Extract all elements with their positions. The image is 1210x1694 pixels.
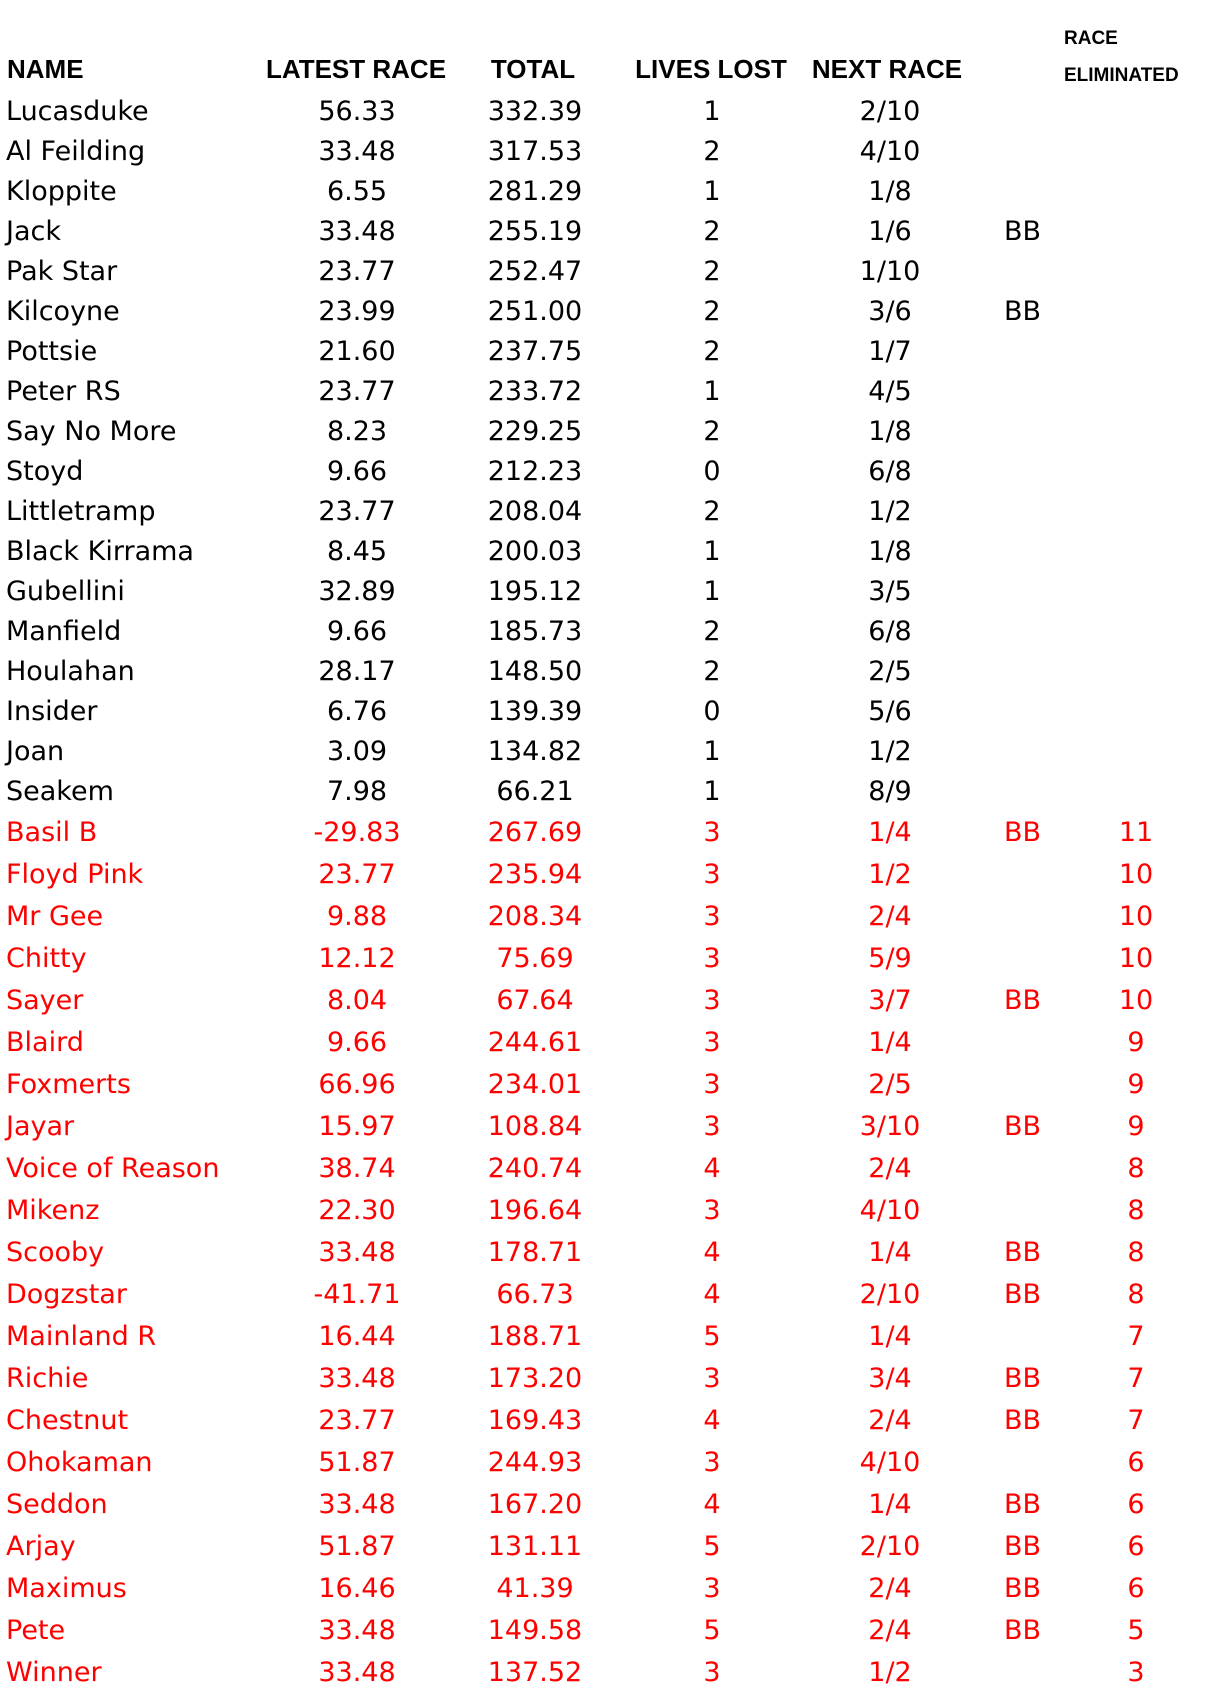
header-race-eliminated: [1064, 20, 1179, 94]
cell-race-eliminated: 10: [1118, 859, 1154, 890]
cell-lives-lost: 4: [703, 1489, 721, 1520]
table-row: [0, 1148, 1210, 1190]
cell-name: Insider: [6, 696, 98, 727]
cell-name: Seakem: [6, 776, 114, 807]
cell-latest-race: 8.04: [326, 985, 388, 1016]
cell-latest-race: 66.96: [318, 1069, 396, 1100]
cell-race-eliminated: 9: [1127, 1027, 1145, 1058]
cell-bb: BB: [1004, 817, 1042, 848]
cell-lives-lost: 4: [703, 1405, 721, 1436]
cell-total: 134.82: [487, 736, 583, 767]
cell-lives-lost: 4: [703, 1153, 721, 1184]
cell-next-race: 5/9: [868, 943, 912, 974]
cell-next-race: 4/10: [859, 1447, 921, 1478]
cell-total: 317.53: [487, 136, 583, 167]
cell-latest-race: 7.98: [326, 776, 388, 807]
cell-next-race: 2/4: [868, 901, 912, 932]
cell-bb: BB: [1004, 1279, 1042, 1310]
cell-lives-lost: 2: [703, 416, 721, 447]
table-row: [0, 980, 1210, 1022]
cell-next-race: 1/7: [868, 336, 912, 367]
cell-race-eliminated: 9: [1127, 1111, 1145, 1142]
cell-total: 252.47: [487, 256, 583, 287]
cell-lives-lost: 3: [703, 1363, 721, 1394]
table-row: [0, 1022, 1210, 1064]
cell-latest-race: 3.09: [326, 736, 388, 767]
cell-total: 212.23: [487, 456, 583, 487]
cell-bb: BB: [1004, 216, 1042, 247]
cell-total: 332.39: [487, 96, 583, 127]
table-row: [0, 1442, 1210, 1484]
cell-next-race: 4/5: [868, 376, 912, 407]
cell-latest-race: 33.48: [318, 1615, 396, 1646]
cell-lives-lost: 2: [703, 496, 721, 527]
cell-name: Maximus: [6, 1573, 127, 1604]
cell-next-race: 4/10: [859, 136, 921, 167]
cell-name: Mr Gee: [6, 901, 104, 932]
standings-table: [0, 92, 1210, 1694]
table-row: [0, 412, 1210, 452]
cell-race-eliminated: 6: [1127, 1489, 1145, 1520]
cell-next-race: 5/6: [868, 696, 912, 727]
cell-name: Gubellini: [6, 576, 125, 607]
cell-lives-lost: 1: [703, 376, 721, 407]
cell-name: Chitty: [6, 943, 87, 974]
cell-total: 75.69: [496, 943, 574, 974]
cell-race-eliminated: 6: [1127, 1531, 1145, 1562]
cell-latest-race: 56.33: [318, 96, 396, 127]
cell-race-eliminated: 8: [1127, 1195, 1145, 1226]
cell-next-race: 3/10: [859, 1111, 921, 1142]
table-row: [0, 1484, 1210, 1526]
cell-total: 148.50: [487, 656, 583, 687]
cell-latest-race: 16.46: [318, 1573, 396, 1604]
table-row: [0, 452, 1210, 492]
cell-latest-race: 28.17: [318, 656, 396, 687]
cell-total: 173.20: [487, 1363, 583, 1394]
cell-bb: BB: [1004, 1573, 1042, 1604]
table-row: [0, 1568, 1210, 1610]
cell-race-eliminated: 6: [1127, 1573, 1145, 1604]
cell-next-race: 4/10: [859, 1195, 921, 1226]
cell-name: Pottsie: [6, 336, 98, 367]
table-row: [0, 1316, 1210, 1358]
cell-latest-race: 51.87: [318, 1531, 396, 1562]
cell-latest-race: 33.48: [318, 136, 396, 167]
cell-lives-lost: 2: [703, 216, 721, 247]
cell-total: 233.72: [487, 376, 583, 407]
cell-race-eliminated: 7: [1127, 1405, 1145, 1436]
cell-total: 41.39: [496, 1573, 574, 1604]
table-row: [0, 372, 1210, 412]
cell-total: 244.61: [487, 1027, 583, 1058]
cell-latest-race: 9.66: [326, 456, 388, 487]
cell-name: Chestnut: [6, 1405, 129, 1436]
cell-latest-race: 21.60: [318, 336, 396, 367]
cell-lives-lost: 5: [703, 1321, 721, 1352]
cell-name: Scooby: [6, 1237, 105, 1268]
cell-total: 66.21: [496, 776, 574, 807]
cell-lives-lost: 2: [703, 336, 721, 367]
cell-total: 234.01: [487, 1069, 583, 1100]
cell-lives-lost: 3: [703, 859, 721, 890]
cell-lives-lost: 3: [703, 817, 721, 848]
cell-total: 137.52: [487, 1657, 583, 1688]
cell-race-eliminated: 7: [1127, 1321, 1145, 1352]
cell-total: 139.39: [487, 696, 583, 727]
cell-race-eliminated: 3: [1127, 1657, 1145, 1688]
cell-lives-lost: 3: [703, 1573, 721, 1604]
cell-latest-race: 51.87: [318, 1447, 396, 1478]
cell-total: 200.03: [487, 536, 583, 567]
table-row: [0, 1106, 1210, 1148]
cell-name: Kilcoyne: [6, 296, 120, 327]
cell-latest-race: 6.76: [326, 696, 388, 727]
cell-race-eliminated: 11: [1118, 817, 1154, 848]
cell-lives-lost: 4: [703, 1237, 721, 1268]
cell-latest-race: 9.88: [326, 901, 388, 932]
cell-lives-lost: 4: [703, 1279, 721, 1310]
cell-name: Blaird: [6, 1027, 84, 1058]
cell-total: 178.71: [487, 1237, 583, 1268]
cell-total: 149.58: [487, 1615, 583, 1646]
cell-total: 255.19: [487, 216, 583, 247]
cell-name: Jayar: [6, 1111, 75, 1142]
cell-total: 169.43: [487, 1405, 583, 1436]
cell-lives-lost: 3: [703, 1069, 721, 1100]
cell-latest-race: 23.77: [318, 376, 396, 407]
table-row: [0, 612, 1210, 652]
cell-latest-race: 23.77: [318, 256, 396, 287]
cell-bb: BB: [1004, 296, 1042, 327]
cell-total: 208.34: [487, 901, 583, 932]
header-latest-race: LATEST RACE: [265, 54, 447, 84]
cell-next-race: 2/5: [868, 1069, 912, 1100]
cell-total: 251.00: [487, 296, 583, 327]
cell-lives-lost: 1: [703, 576, 721, 607]
cell-latest-race: 12.12: [318, 943, 396, 974]
cell-lives-lost: 2: [703, 616, 721, 647]
header-race-eliminated-line1: RACE: [1064, 28, 1118, 49]
cell-name: Al Feilding: [6, 136, 146, 167]
cell-next-race: 1/4: [868, 1321, 912, 1352]
cell-next-race: 1/4: [868, 1489, 912, 1520]
table-row: [0, 252, 1210, 292]
cell-name: Pete: [6, 1615, 66, 1646]
cell-name: Kloppite: [6, 176, 117, 207]
table-row: [0, 1358, 1210, 1400]
cell-name: Dogzstar: [6, 1279, 127, 1310]
cell-total: 67.64: [496, 985, 574, 1016]
table-row: [0, 132, 1210, 172]
cell-latest-race: 8.23: [326, 416, 388, 447]
cell-name: Say No More: [6, 416, 177, 447]
table-row: [0, 732, 1210, 772]
cell-total: 229.25: [487, 416, 583, 447]
table-row: [0, 1652, 1210, 1694]
table-row: [0, 492, 1210, 532]
cell-bb: BB: [1004, 1531, 1042, 1562]
cell-latest-race: 9.66: [326, 616, 388, 647]
cell-latest-race: 33.48: [318, 1489, 396, 1520]
cell-name: Stoyd: [6, 456, 84, 487]
cell-next-race: 2/5: [868, 656, 912, 687]
cell-latest-race: 23.77: [318, 859, 396, 890]
cell-next-race: 2/10: [859, 96, 921, 127]
cell-name: Peter RS: [6, 376, 121, 407]
table-row: [0, 172, 1210, 212]
cell-lives-lost: 3: [703, 1111, 721, 1142]
cell-total: 237.75: [487, 336, 583, 367]
table-row: [0, 692, 1210, 732]
cell-race-eliminated: 8: [1127, 1279, 1145, 1310]
cell-total: 66.73: [496, 1279, 574, 1310]
cell-next-race: 6/8: [868, 616, 912, 647]
cell-total: 235.94: [487, 859, 583, 890]
cell-next-race: 1/2: [868, 1657, 912, 1688]
cell-name: Lucasduke: [6, 96, 149, 127]
cell-total: 195.12: [487, 576, 583, 607]
cell-name: Seddon: [6, 1489, 108, 1520]
cell-name: Voice of Reason: [6, 1153, 220, 1184]
cell-lives-lost: 2: [703, 136, 721, 167]
cell-lives-lost: 3: [703, 1195, 721, 1226]
cell-next-race: 1/2: [868, 736, 912, 767]
cell-lives-lost: 3: [703, 1657, 721, 1688]
table-row: [0, 1526, 1210, 1568]
cell-next-race: 8/9: [868, 776, 912, 807]
cell-total: 208.04: [487, 496, 583, 527]
cell-bb: BB: [1004, 1363, 1042, 1394]
cell-lives-lost: 3: [703, 1027, 721, 1058]
cell-lives-lost: 1: [703, 776, 721, 807]
cell-bb: BB: [1004, 1489, 1042, 1520]
table-row: [0, 1064, 1210, 1106]
cell-total: 131.11: [487, 1531, 583, 1562]
table-row: [0, 812, 1210, 854]
cell-lives-lost: 1: [703, 96, 721, 127]
cell-race-eliminated: 7: [1127, 1363, 1145, 1394]
cell-name: Ohokaman: [6, 1447, 153, 1478]
cell-lives-lost: 1: [703, 536, 721, 567]
cell-race-eliminated: 10: [1118, 985, 1154, 1016]
cell-latest-race: 33.48: [318, 1657, 396, 1688]
cell-race-eliminated: 6: [1127, 1447, 1145, 1478]
cell-race-eliminated: 8: [1127, 1237, 1145, 1268]
table-row: [0, 1232, 1210, 1274]
table-row: [0, 212, 1210, 252]
cell-lives-lost: 3: [703, 985, 721, 1016]
cell-race-eliminated: 8: [1127, 1153, 1145, 1184]
cell-name: Pak Star: [6, 256, 118, 287]
cell-name: Houlahan: [6, 656, 135, 687]
cell-next-race: 1/8: [868, 416, 912, 447]
cell-name: Manfield: [6, 616, 122, 647]
cell-next-race: 3/4: [868, 1363, 912, 1394]
cell-next-race: 6/8: [868, 456, 912, 487]
cell-bb: BB: [1004, 1615, 1042, 1646]
table-row: [0, 1400, 1210, 1442]
table-row: [0, 572, 1210, 612]
cell-total: 108.84: [487, 1111, 583, 1142]
cell-latest-race: 38.74: [318, 1153, 396, 1184]
cell-total: 188.71: [487, 1321, 583, 1352]
cell-lives-lost: 1: [703, 176, 721, 207]
cell-next-race: 2/4: [868, 1573, 912, 1604]
cell-lives-lost: 0: [703, 696, 721, 727]
cell-name: Littletramp: [6, 496, 156, 527]
cell-next-race: 2/4: [868, 1405, 912, 1436]
cell-total: 185.73: [487, 616, 583, 647]
cell-latest-race: 33.48: [318, 1363, 396, 1394]
header-next-race: NEXT RACE: [811, 54, 963, 84]
cell-name: Arjay: [6, 1531, 76, 1562]
cell-latest-race: 33.48: [318, 1237, 396, 1268]
table-row: [0, 332, 1210, 372]
cell-lives-lost: 3: [703, 901, 721, 932]
cell-lives-lost: 0: [703, 456, 721, 487]
header-lives-lost: LIVES LOST: [635, 54, 787, 84]
cell-lives-lost: 5: [703, 1615, 721, 1646]
cell-latest-race: 23.77: [318, 496, 396, 527]
table-row: [0, 532, 1210, 572]
header-race-eliminated-line2: ELIMINATED: [1064, 65, 1179, 86]
cell-name: Basil B: [6, 817, 98, 848]
cell-lives-lost: 3: [703, 943, 721, 974]
table-row: [0, 854, 1210, 896]
cell-next-race: 1/4: [868, 1237, 912, 1268]
cell-next-race: 2/4: [868, 1153, 912, 1184]
cell-total: 240.74: [487, 1153, 583, 1184]
cell-name: Richie: [6, 1363, 89, 1394]
cell-latest-race: 23.99: [318, 296, 396, 327]
cell-latest-race: 16.44: [318, 1321, 396, 1352]
cell-next-race: 2/10: [859, 1279, 921, 1310]
header-total: TOTAL: [490, 54, 576, 84]
header-name: NAME: [7, 54, 84, 84]
cell-latest-race: 9.66: [326, 1027, 388, 1058]
table-row: [0, 938, 1210, 980]
cell-next-race: 1/8: [868, 176, 912, 207]
cell-next-race: 1/4: [868, 1027, 912, 1058]
cell-next-race: 3/5: [868, 576, 912, 607]
cell-lives-lost: 5: [703, 1531, 721, 1562]
cell-latest-race: -29.83: [313, 817, 401, 848]
cell-lives-lost: 2: [703, 256, 721, 287]
cell-lives-lost: 2: [703, 296, 721, 327]
cell-latest-race: 32.89: [318, 576, 396, 607]
cell-total: 281.29: [487, 176, 583, 207]
table-row: [0, 292, 1210, 332]
cell-total: 244.93: [487, 1447, 583, 1478]
cell-race-eliminated: 10: [1118, 943, 1154, 974]
cell-next-race: 2/4: [868, 1615, 912, 1646]
cell-next-race: 3/6: [868, 296, 912, 327]
cell-bb: BB: [1004, 1405, 1042, 1436]
cell-lives-lost: 3: [703, 1447, 721, 1478]
cell-name: Floyd Pink: [6, 859, 144, 890]
cell-latest-race: 6.55: [326, 176, 388, 207]
cell-total: 196.64: [487, 1195, 583, 1226]
cell-name: Winner: [6, 1657, 102, 1688]
cell-race-eliminated: 5: [1127, 1615, 1145, 1646]
cell-name: Black Kirrama: [6, 536, 194, 567]
cell-latest-race: 23.77: [318, 1405, 396, 1436]
cell-next-race: 1/2: [868, 496, 912, 527]
cell-race-eliminated: 10: [1118, 901, 1154, 932]
table-row: [0, 92, 1210, 132]
cell-latest-race: 33.48: [318, 216, 396, 247]
cell-total: 167.20: [487, 1489, 583, 1520]
cell-lives-lost: 1: [703, 736, 721, 767]
cell-latest-race: 22.30: [318, 1195, 396, 1226]
cell-bb: BB: [1004, 1111, 1042, 1142]
table-row: [0, 1610, 1210, 1652]
cell-latest-race: 15.97: [318, 1111, 396, 1142]
cell-name: Mainland R: [6, 1321, 157, 1352]
cell-next-race: 1/6: [868, 216, 912, 247]
cell-name: Jack: [6, 216, 61, 247]
table-row: [0, 772, 1210, 812]
cell-latest-race: -41.71: [313, 1279, 401, 1310]
cell-next-race: 2/10: [859, 1531, 921, 1562]
cell-next-race: 1/10: [859, 256, 921, 287]
table-header: [0, 0, 1210, 92]
cell-name: Joan: [6, 736, 65, 767]
cell-next-race: 3/7: [868, 985, 912, 1016]
cell-next-race: 1/2: [868, 859, 912, 890]
cell-race-eliminated: 9: [1127, 1069, 1145, 1100]
table-row: [0, 652, 1210, 692]
cell-total: 267.69: [487, 817, 583, 848]
cell-name: Sayer: [6, 985, 84, 1016]
table-row: [0, 896, 1210, 938]
cell-name: Mikenz: [6, 1195, 100, 1226]
cell-bb: BB: [1004, 1237, 1042, 1268]
table-row: [0, 1190, 1210, 1232]
cell-next-race: 1/4: [868, 817, 912, 848]
cell-next-race: 1/8: [868, 536, 912, 567]
cell-name: Foxmerts: [6, 1069, 131, 1100]
table-row: [0, 1274, 1210, 1316]
cell-bb: BB: [1004, 985, 1042, 1016]
cell-latest-race: 8.45: [326, 536, 388, 567]
cell-lives-lost: 2: [703, 656, 721, 687]
